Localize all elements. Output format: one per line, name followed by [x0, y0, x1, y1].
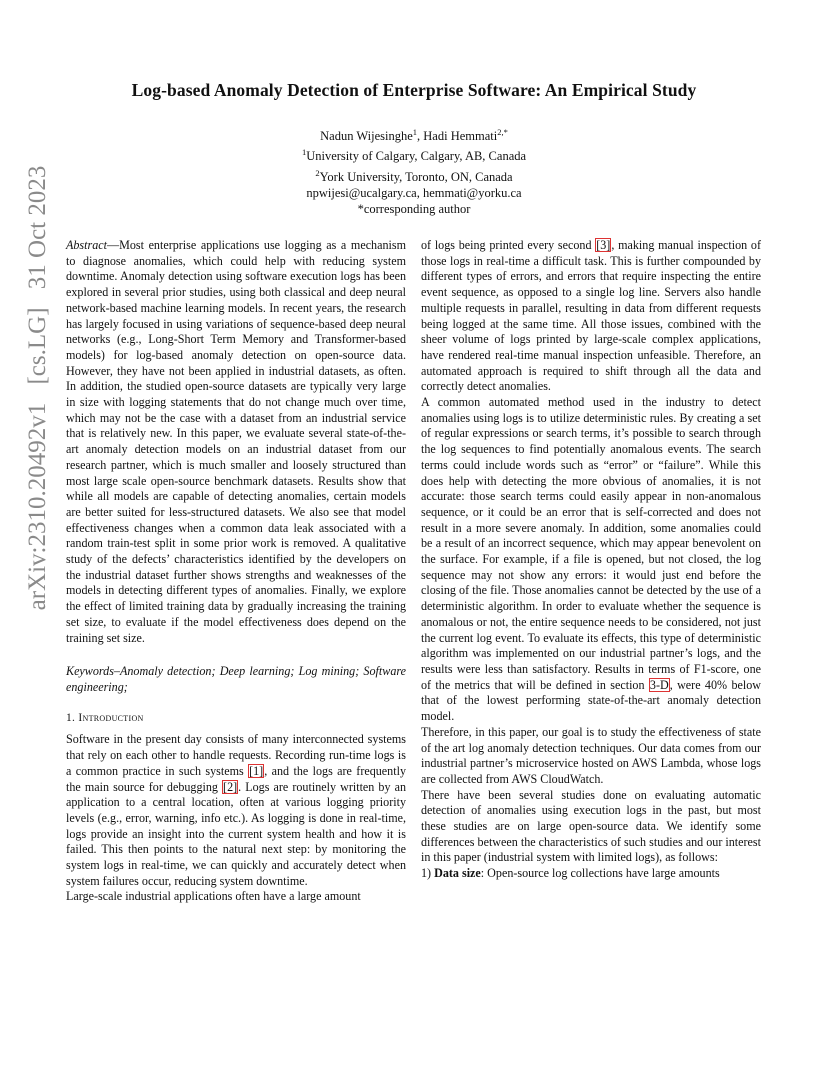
author-block — [0, 124, 828, 217]
arxiv-date: 31 Oct 2023 — [24, 165, 51, 290]
author-name: Nadun Wijesinghe — [320, 129, 413, 144]
author-names — [0, 124, 828, 144]
affiliation-marker: 2 — [315, 167, 320, 178]
paragraph-text: , making manual inspection of those logs in real-time a difficult task. This is further compounded by different types of errors, and errors that require inspecting the entire event sequence, as opposed to a single log line. Servers also handle multiple requests in parallel, resulting in data from different requests being logged at the same time. All those issues, combined with the sheer volume of logs printed by large-scale complex applications, have rendered real-time manual inspection unfeasible. Therefore, an automated approach is required to shift through all the data and correctly detect anomalies. — [421, 238, 761, 394]
abstract-heading: Abstract — [66, 238, 107, 252]
left-column — [66, 238, 406, 905]
citation-link[interactable]: [3] — [596, 238, 611, 252]
author-name: Hadi Hemmati — [423, 129, 498, 144]
section-title: Introduction — [78, 711, 144, 724]
corresponding-note: *corresponding author — [357, 202, 471, 217]
affiliation-line — [0, 144, 828, 164]
arxiv-stamp — [8, 18, 68, 758]
list-item-term: Data size — [434, 866, 481, 881]
list-item-text: : Open-source log collections have large amounts — [480, 866, 720, 881]
paragraph-text: , were 40% below that of the lowest performing state-of-the-art anomaly detection model. — [421, 677, 761, 724]
affiliation-marker: 2,* — [497, 127, 508, 137]
author-separator: , — [417, 129, 424, 144]
paragraph — [421, 238, 761, 395]
keywords: Keywords–Anomaly detection; Deep learning; Log mining; Software engineering; — [66, 664, 406, 694]
paragraph-text: of logs being printed every second — [421, 238, 596, 252]
section-link[interactable]: 3-D — [649, 677, 669, 692]
right-column — [421, 238, 761, 882]
affiliation-marker: 1 — [301, 147, 307, 158]
affiliation-line — [0, 165, 828, 185]
paragraph-text: A common automated method used in the industry to detect anomalies using logs is to utilize deterministic rules. By creating a set of regular expressions or search terms, it’s possible to search through the log sequences to find potentially anomalous events. The search terms could include words such as “error” or “failure”. While this does help with detecting the more obvious of anomalies, it is not accurate: those search terms could easily appear in non-anomalous sequence, or it could be an error that is self-corrected and does not result in a more severe anomaly. In addition, some anomalies could be a result of an incorrect sequence, which may appear benevolent on the surface. For example, if a file is opened, but not closed, the log sequence may not show any errors: it would just end before the closing of the file. Those anomalies cannot be detected by the use of a deterministic algorithm. In order to evaluate whether the sequence is anomalous or not, the entire sequence needs to be considered, not just the current log event. To evaluate its effects, this type of deterministic algorithm was implemented on our industrial partner’s logs, and the results were less than satisfactory. Results in terms of F1-score, one of the metrics that will be defined in section — [421, 395, 761, 692]
paragraph-text: Software in the present day consists of many interconnected systems that rely on each other to handle requests. Recording run-time logs is a common practice in such systems — [66, 732, 406, 778]
citation-link[interactable]: [2] — [223, 779, 238, 794]
list-item — [421, 866, 761, 882]
paragraph-text: , and the logs are frequently the main source for debugging — [66, 763, 406, 794]
paragraph — [421, 395, 761, 725]
paragraph-text: . Logs are routinely written by an application to a central location, often at various logging priority levels (e.g., error, warning, info etc.). As logging is done in real-time, logs provide an insight into the current system health and how it is failed. This then points to the natural next step: by monitoring the system logs in real-time, we can quickly and accurately detect when system failures occur, reducing system downtime. — [66, 779, 406, 888]
affiliation-marker: 1 — [412, 127, 418, 137]
paragraph: There have been several studies done on evaluating automatic detection of anomalies using execution logs in the past, but most these studies are on large open-source data. We identify some differences between the characteristics of such studies and our interest in this paper (industrial system with limited logs), as follows: — [421, 787, 761, 865]
abstract — [66, 238, 406, 646]
affiliation-text: York University, Toronto, ON, Canada — [319, 169, 513, 184]
paragraph: Therefore, in this paper, our goal is to study the effectiveness of state of the art log anomaly detection techniques. Our data comes from our industrial partner’s microservice hosted on AWS Lambda, whose logs are collected from AWS CloudWatch. — [421, 724, 761, 786]
paragraph: Large-scale industrial applications often have a large amount — [66, 889, 361, 904]
affiliation-text: University of Calgary, Calgary, AB, Canada — [306, 149, 527, 164]
arxiv-id: arXiv:2310.20492v1 — [24, 402, 51, 611]
arxiv-category: [cs.LG] — [24, 307, 51, 385]
author-emails: npwijesi@ucalgary.ca, hemmati@yorku.ca — [306, 186, 522, 201]
abstract-text: —Most enterprise applications use logging as a mechanism to diagnose anomalies, which could help with reducing system downtime. Anomaly detection using software execution logs has been explored in several prior studies, using both classical and deep neural network-based machine learning models. In recent years, the research has largely focused in using variations of sequence-based deep neural networks (e.g., Long-Short Term Memory and Transformer-based models) for log-based anomaly detection on open-source data. However, they have not been applied in industrial datasets, as often. In addition, the studied open-source datasets are typically very large in size with logging statements that do not change much over time, which may not be the case with a dataset from an industrial service that is relatively new. In this paper, we evaluate several state-of-the-art anomaly detection models on an industrial dataset from our research partner, which is much smaller and loosely structured than most large scale open-source benchmark datasets. Results show that while all models are capable of detecting anomalies, certain models are better suited for less-structured datasets. We also see that model effectiveness changes when a common data leak associated with a random train-test split in some prior work is removed. A qualitative study of the defects’ characteristics identified by the developers on the industrial dataset further shows strengths and weaknesses of the models in detecting different types of anomalies. Finally, we explore the effect of limited training data by gradually increasing the training set size, to evaluate if the model effectiveness does depend on the training set size. — [66, 238, 406, 645]
paragraph — [66, 732, 406, 889]
section-number: 1. — [66, 711, 79, 724]
citation-link[interactable]: [1] — [249, 763, 264, 778]
list-number: 1) — [421, 866, 435, 881]
paper-title: Log-based Anomaly Detection of Enterprise Software: An Empirical Study — [131, 80, 697, 100]
section-heading — [66, 711, 406, 727]
